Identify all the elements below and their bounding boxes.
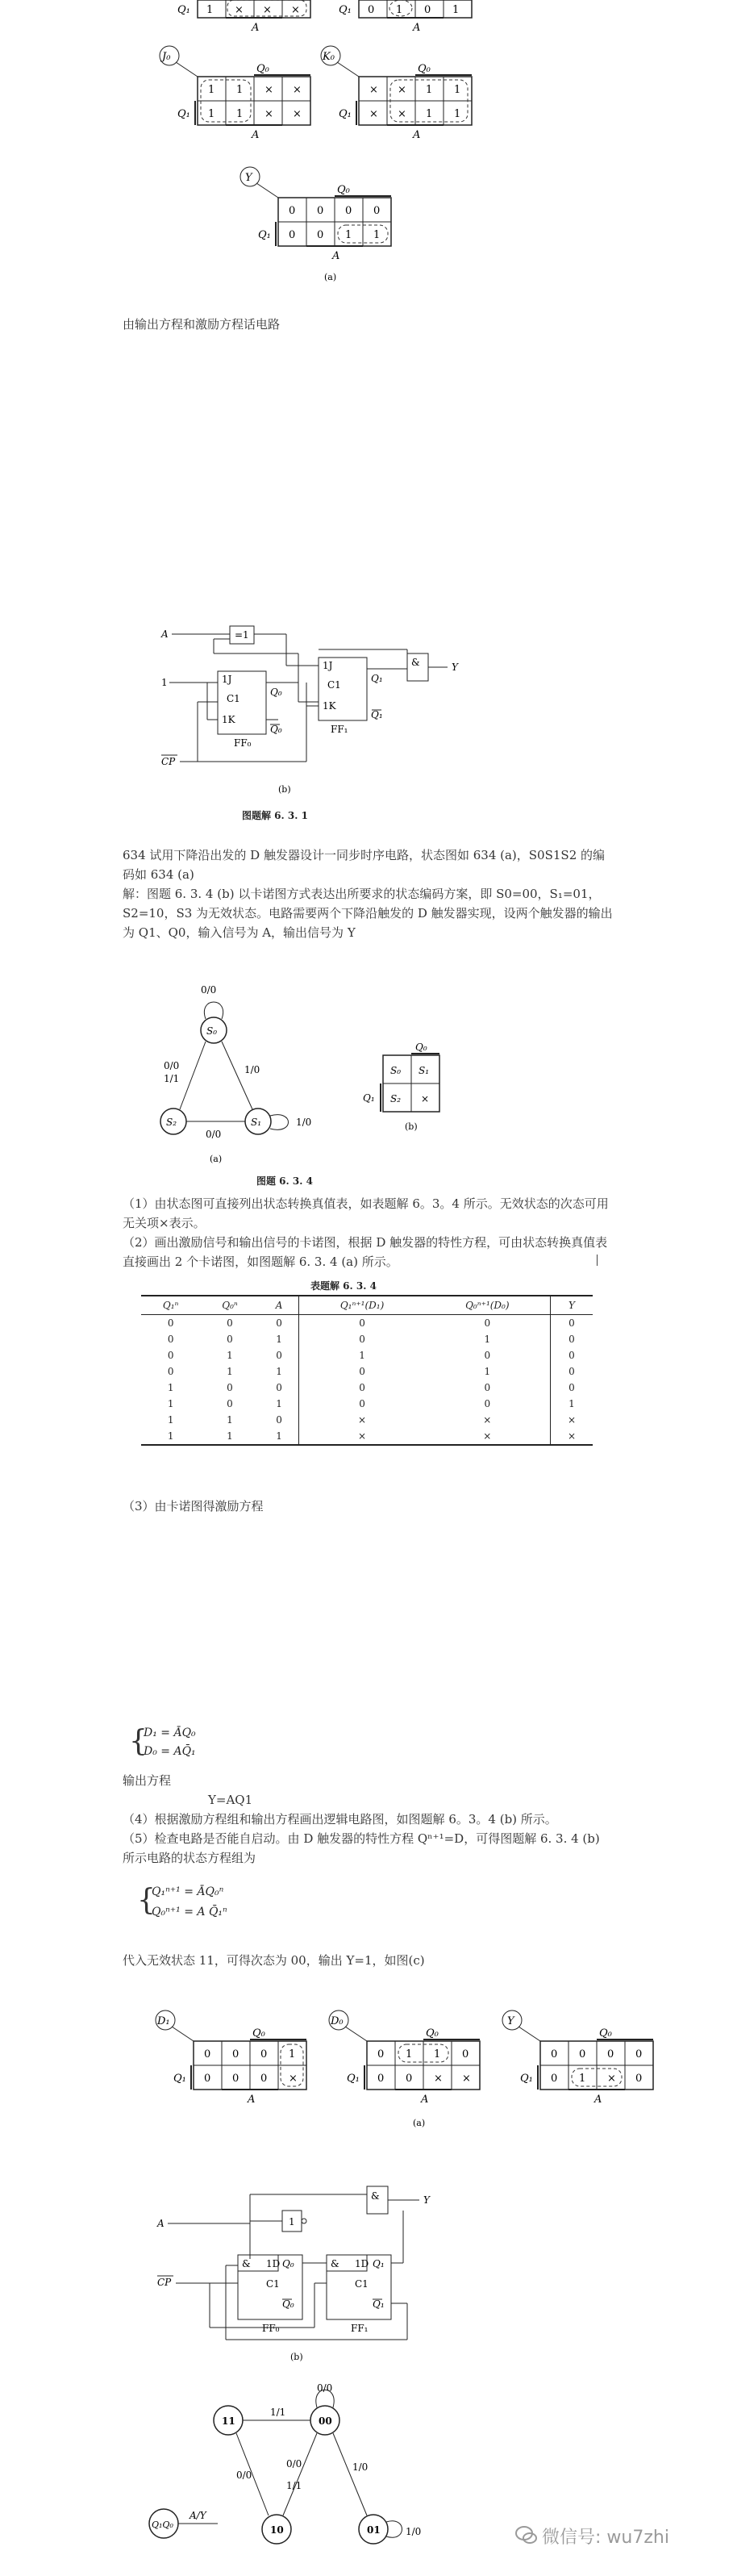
table-title: 表题解 6. 3. 4 bbox=[310, 1280, 377, 1292]
kmap-cell: 1 bbox=[454, 84, 461, 96]
kmap-cell: 0 bbox=[406, 2073, 413, 2085]
kmap-cell: 0 bbox=[204, 2048, 211, 2060]
kmap-cell: 1 bbox=[208, 108, 215, 120]
table-header-row bbox=[141, 1296, 593, 1315]
edge-label: 0/0 bbox=[201, 984, 217, 996]
table-cell: 0 bbox=[568, 1334, 575, 1345]
table-cell: × bbox=[550, 1428, 593, 1445]
kmap-a-label: A bbox=[421, 2094, 429, 2106]
map-q0-label: Q₀ bbox=[415, 1042, 427, 1053]
kmap-cell: × bbox=[398, 108, 406, 120]
paragraph-circuit-from-equations: 由输出方程和激励方程话电路 bbox=[123, 317, 281, 332]
ff1-label: FF₁ bbox=[331, 724, 348, 735]
kmap-cell: × bbox=[291, 4, 300, 16]
ff0-q: Q₀ bbox=[282, 2258, 294, 2269]
wechat-icon bbox=[514, 2524, 539, 2548]
kmap-q0-label: Q₀ bbox=[426, 2027, 439, 2040]
kmap-cell: × bbox=[434, 2073, 443, 2085]
kmap-k0-label: K₀ bbox=[323, 51, 335, 63]
output-equation: Y=AQ1 bbox=[208, 1793, 253, 1807]
kmap-q1-label: Q₁ bbox=[347, 2073, 360, 2085]
table-cell: 0 bbox=[227, 1334, 233, 1345]
circuit-cp: CP bbox=[157, 2277, 172, 2288]
table-header-cell: Q₁ⁿ bbox=[141, 1296, 200, 1315]
truth-table-wrap bbox=[141, 1295, 593, 1446]
kmap-top-cropped bbox=[177, 0, 472, 34]
step-3: （3）由卡诺图得激励方程 bbox=[123, 1499, 264, 1513]
step-5-line-3: 代入无效状态 11，可得次态为 00，输出 Y=1，如图(c) bbox=[123, 1953, 425, 1968]
table-cell: 1 bbox=[227, 1366, 233, 1377]
kmap-cell: 1 bbox=[406, 2048, 413, 2060]
edge-label: 1/0 bbox=[296, 1117, 312, 1128]
brace: { bbox=[129, 1725, 148, 1758]
problem-line-2: 码如 634 (a) bbox=[123, 867, 194, 882]
ff0-d: 1D bbox=[266, 2258, 281, 2269]
table-row bbox=[141, 1380, 593, 1396]
table-header-cell: Q₁ⁿ⁺¹(D₁) bbox=[299, 1296, 425, 1315]
kmap-cell: × bbox=[398, 84, 406, 96]
table-row bbox=[141, 1331, 593, 1347]
step-1-line-2: 无关项×表示。 bbox=[123, 1216, 206, 1230]
table-cell: 0 bbox=[359, 1317, 365, 1329]
kmap-cell: 0 bbox=[260, 2073, 268, 2085]
step-2-line-2: 直接画出 2 个卡诺图，如图题解 6. 3. 4 (a) 所示。 bbox=[123, 1255, 398, 1269]
kmap-cell: 1 bbox=[206, 4, 214, 16]
kmap-q1-label: Q₁ bbox=[177, 108, 190, 120]
table-header-cell: Q₀ⁿ⁺¹(D₀) bbox=[425, 1296, 551, 1315]
table-cell: 1 bbox=[568, 1398, 575, 1409]
circuit-input-one: 1 bbox=[161, 677, 168, 688]
ff1-k: 1K bbox=[323, 700, 336, 712]
kmap-cell: 0 bbox=[317, 229, 324, 241]
table-row bbox=[141, 1315, 593, 1332]
table-cell: 0 bbox=[167, 1334, 174, 1345]
ff0-q: Q₀ bbox=[270, 687, 282, 698]
table-cell: 0 bbox=[260, 1412, 299, 1428]
table-cell: 1 bbox=[260, 1331, 299, 1347]
kmap-cell: 1 bbox=[208, 84, 215, 96]
table-cell: 0 bbox=[359, 1334, 365, 1345]
state-diagram-a bbox=[149, 964, 327, 1166]
figure-title-634: 图题 6. 3. 4 bbox=[256, 1175, 313, 1187]
kmap-q1-label: Q₁ bbox=[177, 4, 190, 16]
figure-title-631: 图题解 6. 3. 1 bbox=[242, 810, 308, 821]
kmap-cell: 0 bbox=[204, 2073, 211, 2085]
table-cell: 0 bbox=[260, 1380, 299, 1396]
kmap-cell: 0 bbox=[232, 2073, 239, 2085]
kmap-cell: 0 bbox=[551, 2048, 558, 2060]
kmap-y-bottom bbox=[502, 2010, 653, 2106]
ff1-qn: Q₁ bbox=[371, 709, 383, 720]
figure-caption: (b) bbox=[278, 784, 291, 795]
kmap-cell: 0 bbox=[635, 2073, 643, 2085]
kmap-a-label: A bbox=[248, 2094, 256, 2106]
ff0-label: FF₀ bbox=[234, 737, 252, 749]
state-map-b bbox=[355, 1041, 484, 1162]
table-row bbox=[141, 1363, 593, 1380]
kmap-cell: 1 bbox=[289, 2048, 296, 2060]
kmap-cell: 0 bbox=[462, 2048, 469, 2060]
state-s0-label: S₀ bbox=[206, 1025, 218, 1037]
table-cell: 1 bbox=[425, 1331, 551, 1347]
kmap-k0 bbox=[321, 46, 472, 141]
truth-table bbox=[141, 1295, 593, 1446]
kmap-j0 bbox=[160, 46, 310, 141]
watermark-logo bbox=[514, 2524, 539, 2551]
kmap-cell: × bbox=[264, 84, 273, 96]
map-cell: S₁ bbox=[419, 1065, 430, 1076]
kmap-cell: × bbox=[235, 4, 244, 16]
kmap-cell: 1 bbox=[396, 4, 403, 16]
table-cell: 0 bbox=[568, 1350, 575, 1361]
table-cell: 0 bbox=[425, 1347, 551, 1363]
kmap-cell: × bbox=[293, 108, 302, 120]
equation-d0: D₀ = AQ̄₁ bbox=[144, 1745, 196, 1758]
table-cell: 1 bbox=[260, 1363, 299, 1380]
kmap-cell: × bbox=[462, 2073, 471, 2085]
circuit-output-y: Y bbox=[452, 662, 458, 673]
edge-label: 1/1 bbox=[164, 1073, 180, 1084]
ff0-k: 1K bbox=[222, 714, 235, 725]
ff1-qn: Q₁ bbox=[373, 2298, 385, 2310]
state-01-label: 01 bbox=[367, 2524, 381, 2536]
edge-label: 1/0 bbox=[352, 2461, 369, 2473]
kmap-cell: 0 bbox=[260, 2048, 268, 2060]
kmap-cell: 1 bbox=[454, 108, 461, 120]
kmap-cell: 0 bbox=[289, 229, 296, 241]
step-4: （4）根据激励方程组和输出方程画出逻辑电路图，如图题解 6。3。4 (b) 所示。 bbox=[123, 1812, 557, 1827]
kmap-a-label: A bbox=[252, 129, 260, 141]
kmap-q1-label: Q₁ bbox=[339, 108, 352, 120]
equation-d1: D₁ = ĀQ₀ bbox=[144, 1726, 196, 1739]
circuit-jk-figure bbox=[157, 621, 496, 799]
ff1-c: C1 bbox=[355, 2278, 369, 2290]
and-gate-label: & bbox=[331, 2258, 339, 2269]
table-cell: 1 bbox=[167, 1398, 174, 1409]
map-cell: S₂ bbox=[390, 1093, 402, 1104]
kmap-cell: × bbox=[263, 4, 272, 16]
edge-label: 0/0 bbox=[286, 2458, 302, 2470]
table-cell: 0 bbox=[359, 1382, 365, 1393]
kmap-q1-label: Q₁ bbox=[173, 2073, 186, 2085]
ff1-d: 1D bbox=[355, 2258, 369, 2269]
circuit-output-y: Y bbox=[423, 2194, 430, 2206]
ff0-c: C1 bbox=[227, 693, 240, 704]
kmap-cell: 1 bbox=[579, 2073, 586, 2085]
not-gate-label: 1 bbox=[289, 2216, 295, 2227]
kmap-a-label: A bbox=[252, 22, 260, 34]
kmap-cell: × bbox=[607, 2073, 616, 2085]
table-cell: 0 bbox=[568, 1382, 575, 1393]
and-gate-label: & bbox=[242, 2258, 251, 2269]
table-cell: × bbox=[358, 1414, 367, 1426]
table-cell: 1 bbox=[227, 1350, 233, 1361]
map-cell: S₀ bbox=[390, 1065, 402, 1076]
edge-label: 1/1 bbox=[286, 2480, 302, 2491]
kmap-cell: 1 bbox=[373, 229, 381, 241]
kmap-cell: 1 bbox=[426, 108, 433, 120]
figure-caption: (a) bbox=[210, 1154, 223, 1164]
table-cell: 0 bbox=[359, 1398, 365, 1409]
table-cell: 0 bbox=[167, 1317, 174, 1329]
kmap-d0-label: D₀ bbox=[331, 2015, 344, 2027]
kmap-q1-label: Q₁ bbox=[258, 229, 271, 241]
map-q1-label: Q₁ bbox=[363, 1092, 375, 1104]
circuit-d-figure bbox=[153, 2178, 492, 2364]
table-cell: 1 bbox=[200, 1428, 259, 1445]
kmap-cell: × bbox=[289, 2073, 298, 2085]
table-cell: 1 bbox=[359, 1350, 365, 1361]
problem-line-4: S2=10，S3 为无效状态。电路需要两个下降沿触发的 D 触发器实现，设两个触发器的输出 bbox=[123, 906, 613, 921]
ff0-qn: Q₀ bbox=[270, 724, 282, 735]
figure-caption: (a) bbox=[324, 272, 337, 282]
circuit-input-a: A bbox=[161, 628, 169, 640]
step-2-line-1: （2）画出激励信号和输出信号的卡诺图，根据 D 触发器的特性方程，可由状态转换真值表 bbox=[123, 1235, 608, 1250]
table-cell: 0 bbox=[260, 1315, 299, 1332]
table-cell: 0 bbox=[227, 1382, 233, 1393]
table-cell: 1 bbox=[167, 1382, 174, 1393]
problem-line-3: 解：图题 6. 3. 4 (b) 以卡诺图方式表达出所要求的状态编码方案，即 S0=00，S₁=01， bbox=[123, 887, 601, 901]
figure-caption: (a) bbox=[413, 2118, 426, 2128]
kmap-y-label: Y bbox=[507, 2015, 514, 2027]
kmap-cell: 0 bbox=[345, 205, 352, 217]
map-cell: × bbox=[421, 1093, 430, 1104]
ff1-label: FF₁ bbox=[351, 2323, 369, 2334]
legend-q-label: Q₁Q₀ bbox=[152, 2520, 173, 2530]
table-cell: 0 bbox=[568, 1317, 575, 1329]
legend-ay-label: A/Y bbox=[189, 2510, 206, 2521]
table-cell: × bbox=[425, 1428, 551, 1445]
kmap-a-label: A bbox=[594, 2094, 602, 2106]
kmap-cell: 0 bbox=[373, 205, 381, 217]
edge-label: 1/0 bbox=[406, 2526, 422, 2537]
edge-label: 0/0 bbox=[236, 2470, 252, 2481]
kmap-q0-label: Q₀ bbox=[252, 2027, 265, 2040]
xor-gate-label: =1 bbox=[235, 629, 249, 641]
kmap-q0-label: Q₀ bbox=[256, 63, 269, 75]
kmap-q1-label: Q₁ bbox=[520, 2073, 533, 2085]
table-cell: 0 bbox=[167, 1366, 174, 1377]
kmap-cell: 0 bbox=[377, 2073, 385, 2085]
table-cell: 0 bbox=[359, 1366, 365, 1377]
table-cell: 1 bbox=[425, 1363, 551, 1380]
kmap-d0 bbox=[329, 2010, 480, 2128]
step-1-line-1: （1）由状态图可直接列出状态转换真值表，如表题解 6。3。4 所示。无效状态的次态可用 bbox=[123, 1196, 609, 1211]
figure-caption: (b) bbox=[290, 2352, 303, 2362]
ff1-j: 1J bbox=[323, 660, 333, 671]
kmap-a-label: A bbox=[332, 250, 340, 262]
problem-line-1: 634 试用下降沿出发的 D 触发器设计一同步时序电路，状态图如 634 (a)，S0S1S2 的编 bbox=[123, 848, 606, 862]
edge-label: 0/0 bbox=[317, 2382, 333, 2394]
kmap-cell: × bbox=[369, 108, 378, 120]
and-gate-label: & bbox=[411, 657, 420, 668]
kmap-a-label: A bbox=[413, 22, 421, 34]
kmap-cell: 1 bbox=[434, 2048, 441, 2060]
edge-label: 0/0 bbox=[206, 1129, 222, 1140]
table-row bbox=[141, 1412, 593, 1428]
kmap-cell: 0 bbox=[551, 2073, 558, 2085]
kmap-cell: 1 bbox=[452, 4, 460, 16]
step-5-line-2: 所示电路的状态方程组为 bbox=[123, 1851, 256, 1865]
ff1-c: C1 bbox=[327, 679, 341, 691]
kmap-d1 bbox=[156, 2010, 306, 2106]
kmap-d1-label: D₁ bbox=[157, 2015, 170, 2027]
kmap-cell: × bbox=[264, 108, 273, 120]
table-cell: 0 bbox=[227, 1398, 233, 1409]
watermark-text: 微信号: wu7zhi bbox=[542, 2528, 669, 2548]
kmap-cell: 1 bbox=[426, 84, 433, 96]
table-row bbox=[141, 1428, 593, 1445]
state-11-label: 11 bbox=[222, 2415, 235, 2427]
kmap-q1-label: Q₁ bbox=[339, 4, 352, 16]
kmap-cell: 1 bbox=[236, 84, 244, 96]
table-header-cell: Y bbox=[550, 1296, 593, 1315]
table-cell: 0 bbox=[227, 1317, 233, 1329]
state-s1-label: S₁ bbox=[251, 1117, 262, 1128]
kmap-y-label: Y bbox=[245, 172, 252, 184]
kmaps-bottom-figure bbox=[149, 2009, 673, 2146]
kmap-cell: × bbox=[293, 84, 302, 96]
table-cell: 0 bbox=[425, 1396, 551, 1412]
kmap-cell: 1 bbox=[236, 108, 244, 120]
text-cursor bbox=[597, 1255, 598, 1266]
kmap-cell: 1 bbox=[345, 229, 352, 241]
brace: { bbox=[137, 1884, 156, 1917]
table-cell: × bbox=[425, 1412, 551, 1428]
table-cell: 1 bbox=[141, 1428, 200, 1445]
kmap-cell: 0 bbox=[289, 205, 296, 217]
edge-label: 1/1 bbox=[270, 2407, 286, 2418]
state-equation-2: Q₀ⁿ⁺¹ = A Q̄₁ⁿ bbox=[152, 1906, 227, 1918]
circuit-input-a: A bbox=[157, 2218, 165, 2229]
kmap-q0-label: Q₀ bbox=[599, 2027, 612, 2040]
ff0-label: FF₀ bbox=[262, 2323, 280, 2334]
table-row bbox=[141, 1396, 593, 1412]
table-cell: 0 bbox=[260, 1347, 299, 1363]
and-gate-label: & bbox=[371, 2190, 380, 2202]
circuit-cp: CP bbox=[161, 756, 176, 767]
kmap-cell: 0 bbox=[368, 4, 375, 16]
table-row bbox=[141, 1347, 593, 1363]
figure-caption: (b) bbox=[405, 1121, 418, 1132]
ff0-j: 1J bbox=[222, 674, 232, 685]
output-equation-title: 输出方程 bbox=[123, 1773, 172, 1788]
state-s2-label: S₂ bbox=[166, 1117, 177, 1128]
table-cell: 0 bbox=[568, 1366, 575, 1377]
kmap-cell: 0 bbox=[635, 2048, 643, 2060]
ff0-c: C1 bbox=[266, 2278, 280, 2290]
ff1-q: Q₁ bbox=[373, 2258, 385, 2269]
ff0-qn: Q₀ bbox=[282, 2298, 294, 2310]
state-00-label: 00 bbox=[319, 2415, 332, 2427]
state-equation-1: Q₁ⁿ⁺¹ = ĀQ₀ⁿ bbox=[152, 1885, 224, 1898]
table-header-cell: Q₀ⁿ bbox=[200, 1296, 259, 1315]
kmaps-top-figure bbox=[153, 0, 508, 307]
state-diagram-c bbox=[141, 2380, 480, 2576]
kmap-cell: 0 bbox=[377, 2048, 385, 2060]
table-cell: 1 bbox=[227, 1414, 233, 1426]
step-5-line-1: （5）检查电路是否能自启动。由 D 触发器的特性方程 Qⁿ⁺¹=D，可得图题解 6. 3. 4 (b) bbox=[123, 1831, 600, 1846]
table-cell: 0 bbox=[425, 1315, 551, 1332]
kmap-cell: 0 bbox=[317, 205, 324, 217]
table-cell: 0 bbox=[167, 1350, 174, 1361]
table-cell: 1 bbox=[260, 1396, 299, 1412]
edge-label: 1/0 bbox=[244, 1064, 260, 1075]
kmap-y bbox=[240, 167, 391, 282]
kmap-a-label: A bbox=[413, 129, 421, 141]
kmap-q0-label: Q₀ bbox=[418, 63, 431, 75]
kmap-cell: × bbox=[369, 84, 378, 96]
kmap-cell: 0 bbox=[607, 2048, 614, 2060]
kmap-cell: 0 bbox=[424, 4, 431, 16]
table-cell: × bbox=[299, 1428, 425, 1445]
table-cell: 1 bbox=[260, 1428, 299, 1445]
table-header-cell: A bbox=[260, 1296, 299, 1315]
table-cell: 0 bbox=[425, 1380, 551, 1396]
kmap-cell: 0 bbox=[232, 2048, 239, 2060]
kmap-q0-label: Q₀ bbox=[337, 184, 350, 196]
problem-line-5: 为 Q1、Q0，输入信号为 A，输出信号为 Y bbox=[123, 925, 356, 940]
kmap-cell: 0 bbox=[579, 2048, 586, 2060]
state-10-label: 10 bbox=[270, 2524, 284, 2536]
table-cell: × bbox=[567, 1414, 577, 1426]
table-cell: 1 bbox=[167, 1414, 174, 1426]
ff1-q: Q₁ bbox=[371, 673, 383, 684]
kmap-j0-label: J₀ bbox=[162, 51, 171, 63]
edge-label: 0/0 bbox=[164, 1060, 180, 1071]
